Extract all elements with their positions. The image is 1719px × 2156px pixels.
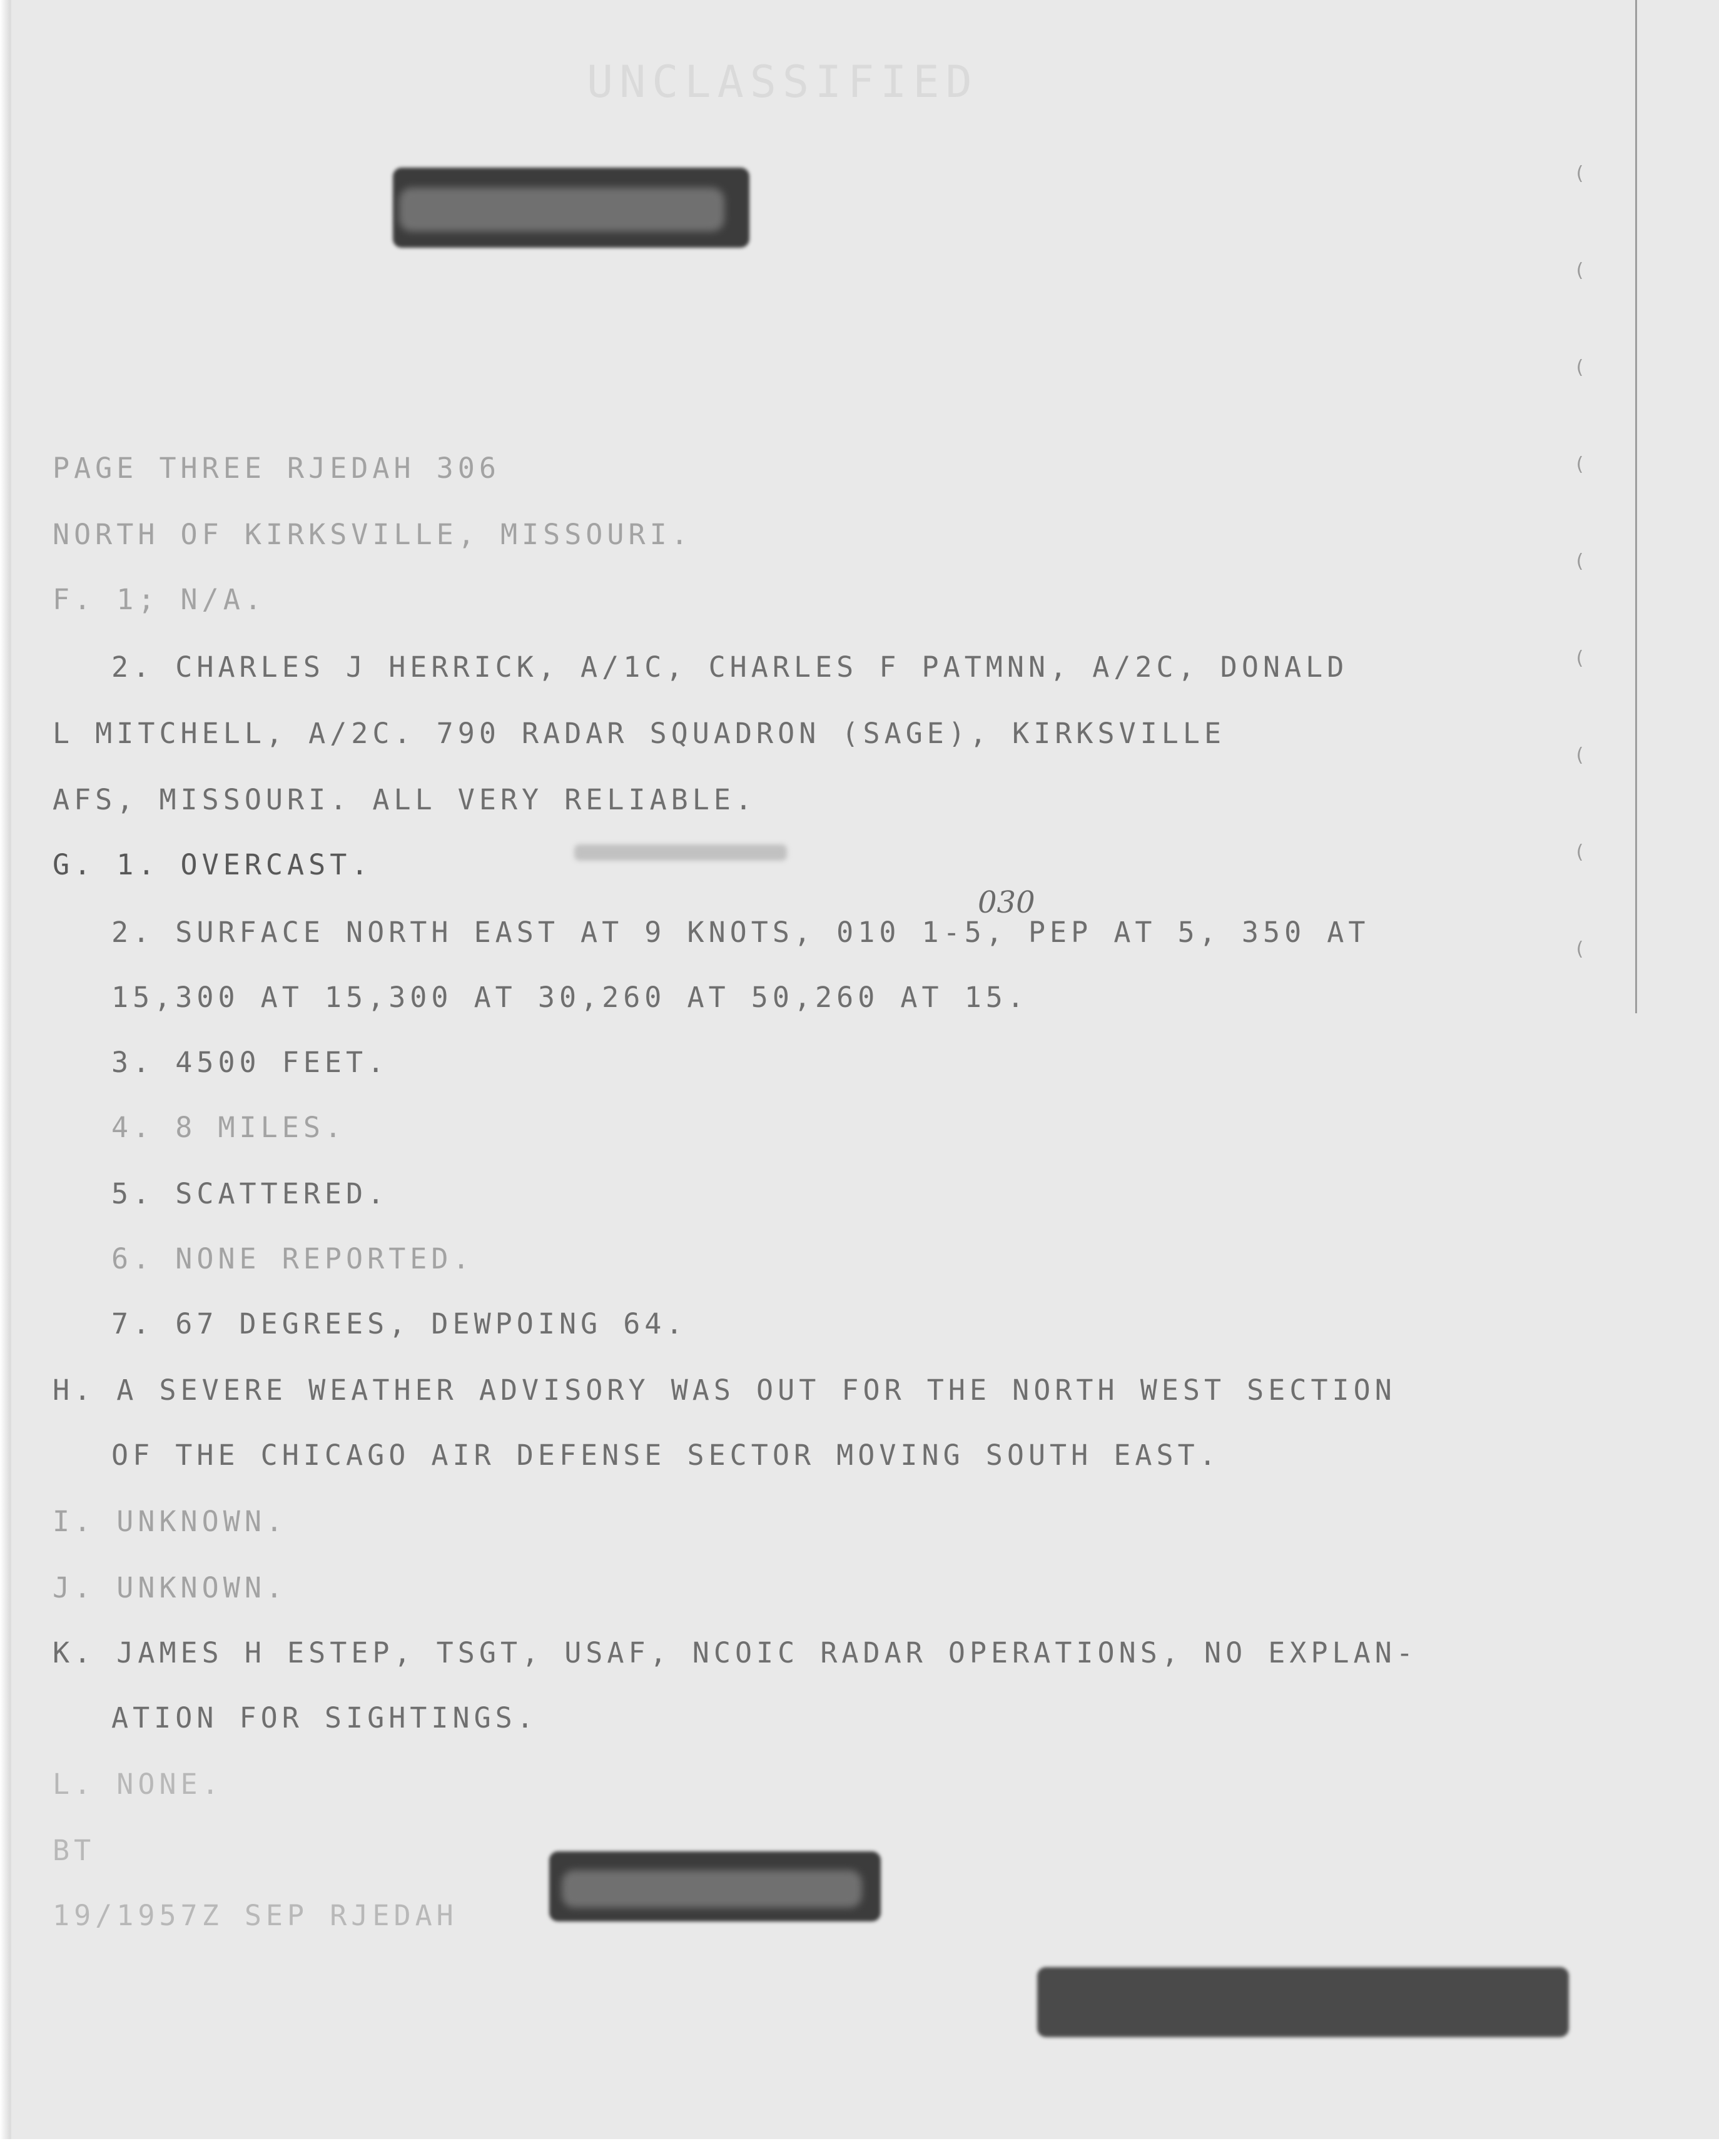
- text-line: 3. 4500 FEET.: [111, 1046, 389, 1079]
- text-line: 7. 67 DEGREES, DEWPOING 64.: [111, 1307, 687, 1340]
- page-right-rule: [1635, 0, 1637, 1013]
- text-line: 2. CHARLES J HERRICK, A/1C, CHARLES F PATMNN, A/2C, DONALD: [111, 650, 1349, 684]
- text-line: 2. SURFACE NORTH EAST AT 9 KNOTS, 010 1-5, PEP AT 5, 350 AT: [111, 916, 1370, 949]
- text-line: G. 1. OVERCAST.: [53, 848, 373, 881]
- edge-mark: (: [1574, 550, 1586, 572]
- text-line: 4. 8 MILES.: [111, 1111, 347, 1144]
- ink-smudge: [574, 844, 787, 861]
- text-line: AFS, MISSOURI. ALL VERY RELIABLE.: [53, 783, 757, 816]
- edge-mark: (: [1574, 163, 1586, 185]
- edge-mark: (: [1574, 938, 1586, 960]
- edge-mark: (: [1574, 647, 1586, 669]
- text-line: OF THE CHICAGO AIR DEFENSE SECTOR MOVING SOUTH EAST.: [111, 1439, 1220, 1472]
- signature-redaction: [1037, 1967, 1569, 2037]
- text-line: ATION FOR SIGHTINGS.: [111, 1701, 538, 1734]
- text-line-date-time-group: 19/1957Z SEP RJEDAH: [53, 1899, 458, 1932]
- header-classification-stamp: UNCLASSIFIED: [587, 56, 978, 108]
- edge-mark: (: [1574, 453, 1586, 475]
- text-line: F. 1; N/A.: [53, 583, 266, 616]
- handwritten-correction: 030: [978, 885, 1035, 920]
- document-page: [11, 0, 1719, 2139]
- text-line: 15,300 AT 15,300 AT 30,260 AT 50,260 AT 15.: [111, 981, 1028, 1014]
- text-line: K. JAMES H ESTEP, TSGT, USAF, NCOIC RADAR OPERATIONS, NO EXPLAN-: [53, 1636, 1417, 1669]
- text-line-page-header: PAGE THREE RJEDAH 306: [53, 452, 500, 485]
- text-line: 6. NONE REPORTED.: [111, 1242, 474, 1275]
- text-line: NORTH OF KIRKSVILLE, MISSOURI.: [53, 518, 692, 551]
- text-line: L. NONE.: [53, 1768, 223, 1801]
- page-bottom-margin: [0, 2139, 1719, 2156]
- edge-mark: (: [1574, 744, 1586, 766]
- edge-mark: (: [1574, 260, 1586, 281]
- top-redaction-smudge: [399, 188, 724, 231]
- text-line: H. A SEVERE WEATHER ADVISORY WAS OUT FOR THE NORTH WEST SECTION: [53, 1374, 1396, 1407]
- text-line: 5. SCATTERED.: [111, 1177, 389, 1210]
- text-line: L MITCHELL, A/2C. 790 RADAR SQUADRON (SAGE), KIRKSVILLE: [53, 717, 1226, 750]
- text-line: I. UNKNOWN.: [53, 1505, 288, 1538]
- edge-mark: (: [1574, 357, 1586, 378]
- text-line: J. UNKNOWN.: [53, 1571, 288, 1604]
- bottom-redaction-smudge: [562, 1870, 862, 1908]
- text-line: BT: [53, 1834, 96, 1867]
- edge-mark: (: [1574, 841, 1586, 863]
